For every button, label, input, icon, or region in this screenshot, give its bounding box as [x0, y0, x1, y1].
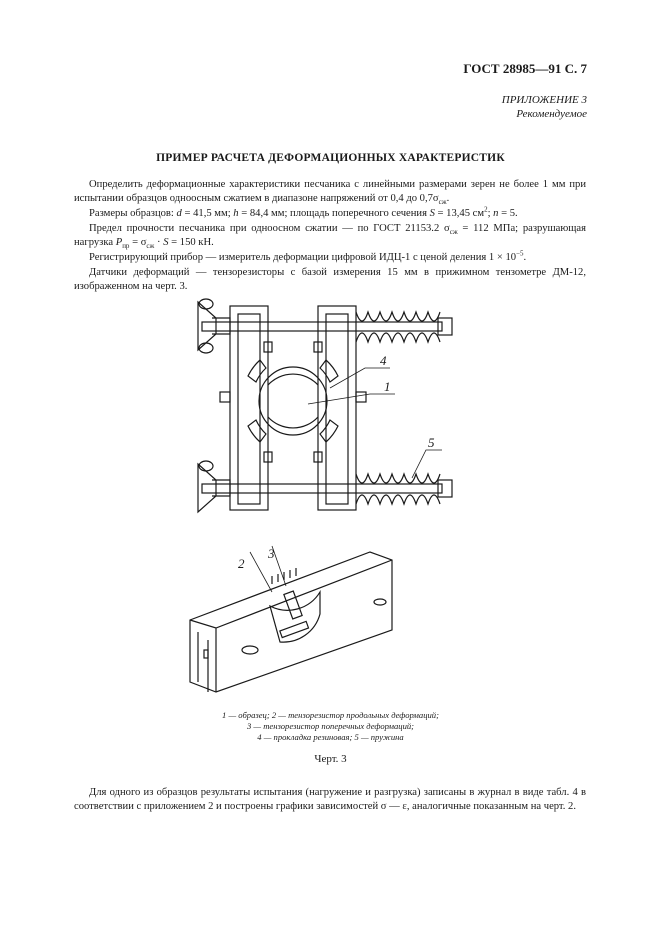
right-side-bolt — [356, 392, 366, 402]
figure-legend — [0, 710, 661, 743]
left-clamp-inner — [238, 314, 260, 504]
left-side-bolt — [220, 392, 230, 402]
callout-label-5: 5 — [428, 435, 435, 450]
paragraph-task: Определить деформационные характеристики песчаника с линейными размерами зерен не более 1 мм при испытании образцов одноосным сжатием в диапазоне напряжений от 0,4 до $0,7\sigma_{сж}$. — [74, 179, 586, 207]
clamp-isometric-drawing — [180, 532, 410, 702]
clamp-slot-left — [204, 650, 208, 658]
leader-line-1 — [308, 394, 395, 404]
specimen-contour — [268, 374, 318, 428]
top-spring-nut — [438, 318, 452, 335]
clamp-bolt-hole-front — [242, 646, 258, 654]
legend-line-3: 4 — прокладка резиновая; 5 — пружина — [257, 732, 404, 742]
appendix-status: Рекомендуемое — [516, 108, 587, 120]
clamp-bolt-hole-side — [374, 599, 386, 605]
section-title: ПРИМЕР РАСЧЕТА ДЕФОРМАЦИОННЫХ ХАРАКТЕРИСТИК — [156, 152, 505, 164]
callout-label-3: 3 — [268, 546, 275, 561]
rubber-pad-top-right — [320, 360, 338, 382]
specimen-circle — [259, 367, 327, 435]
clamp-semicircular-recess — [270, 592, 320, 642]
paragraph-results: Для одного из образцов результаты испытания (нагружение и разгрузка) записаны в журнал в виде табл. 4 в соответствии с приложением 2 и построены графики зависимостей σ — ε, аналогичные показанным на черт. 2. — [74, 787, 586, 812]
legend-line-1: 1 — образец; 2 — тензорезистор продольных деформаций; — [222, 710, 439, 720]
callout-label-4: 4 — [380, 353, 387, 368]
paragraph-dimensions: Размеры образцов: d = 41,5 мм; h = 84,4 мм; площадь поперечного сечения S = 13,45 $см^2$; n = 5. — [89, 205, 518, 219]
right-clamp-bar — [318, 306, 356, 510]
paragraph-instrument: Регистрирующий прибор — измеритель деформации цифровой ИДЦ-1 с ценой деления $1 \times 10^{-5}$. — [89, 249, 527, 263]
callout-label-1: 1 — [384, 379, 391, 394]
top-wing-nut — [198, 302, 230, 350]
bottom-spring — [356, 474, 440, 504]
tensometer-front-view-drawing — [190, 288, 460, 518]
bottom-spring-nut — [438, 480, 452, 497]
left-clamp-bar — [230, 306, 268, 510]
paragraph-strength: Предел прочности песчаника при одноосном сжатии — по ГОСТ 21153.2 $\sigma_{сж} = 112$ МПа; разрушающая нагрузка $P_{пр} = \sigma_{сж} \cdot S = 150$ кН. — [74, 223, 586, 251]
clamp-body-edges — [190, 560, 392, 692]
document-code: ГОСТ 28985—91 С. 7 — [463, 61, 587, 76]
rubber-pad-top-left — [248, 360, 266, 382]
body-text — [74, 178, 586, 295]
legend-line-2: 3 — тензорезистор поперечных деформаций; — [246, 721, 415, 731]
rubber-pad-bottom-left — [248, 420, 266, 442]
rubber-pad-bottom-right — [320, 420, 338, 442]
figure-caption: Черт. 3 — [314, 753, 347, 765]
bottom-wing-nut — [198, 464, 230, 512]
callout-label-2: 2 — [238, 556, 245, 571]
right-clamp-inner — [326, 314, 348, 504]
appendix-label — [502, 93, 587, 121]
closing-paragraph — [74, 786, 586, 814]
appendix-number: ПРИЛОЖЕНИЕ 3 — [501, 94, 587, 106]
leader-line-4 — [330, 368, 390, 388]
transverse-strain-gauge — [280, 621, 309, 637]
top-spring — [356, 312, 440, 342]
clamp-front-face — [198, 632, 208, 692]
clamp-body-outline — [190, 552, 392, 692]
paragraph-sensors: Датчики деформаций — тензорезисторы с базой измерения 15 мм в прижимном тензометре ДМ-12, изображенном на черт. 3. — [74, 267, 586, 292]
